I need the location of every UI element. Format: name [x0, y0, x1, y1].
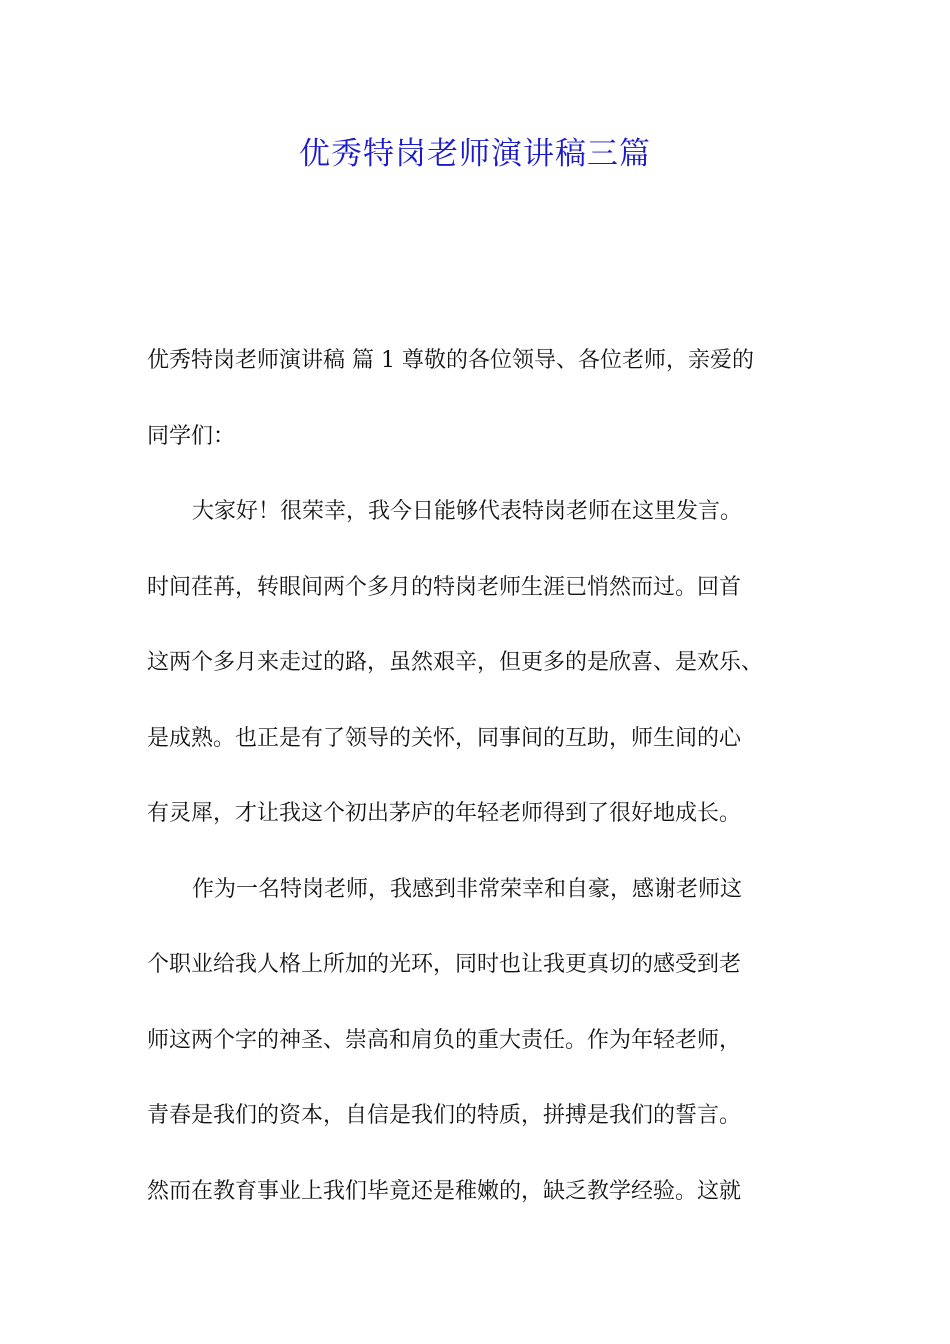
- body-line: 是成熟。也正是有了领导的关怀，同事间的互助，师生间的心: [147, 725, 742, 751]
- body-line: 这两个多月来走过的路，虽然艰辛，但更多的是欣喜、是欢乐、: [147, 650, 764, 675]
- body-line: 然而在教育事业上我们毕竟还是稚嫩的，缺乏教学经验。这就: [147, 1178, 742, 1204]
- body-line: 优秀特岗老师演讲稿 篇 1 尊敬的各位领导、各位老师，亲爱的: [147, 348, 754, 373]
- body-line: 大家好！很荣幸，我今日能够代表特岗老师在这里发言。: [192, 499, 743, 524]
- body-line: 有灵犀，才让我这个初出茅庐的年轻老师得到了很好地成长。: [147, 801, 742, 826]
- body-line: 作为一名特岗老师，我感到非常荣幸和自豪，感谢老师这: [192, 876, 743, 902]
- body-line: 时间荏苒，转眼间两个多月的特岗老师生涯已悄然而过。回首: [147, 574, 742, 600]
- body-line: 同学们：: [147, 423, 236, 449]
- body-line: 个职业给我人格上所加的光环，同时也让我更真切的感受到老: [147, 952, 742, 977]
- body-line: 青春是我们的资本，自信是我们的特质，拼搏是我们的誓言。: [147, 1103, 742, 1128]
- document-body: [147, 335, 827, 1241]
- document-title: 优秀特岗老师演讲稿三篇: [299, 136, 651, 172]
- body-line: 师这两个字的神圣、崇高和肩负的重大责任。作为年轻老师，: [147, 1027, 742, 1053]
